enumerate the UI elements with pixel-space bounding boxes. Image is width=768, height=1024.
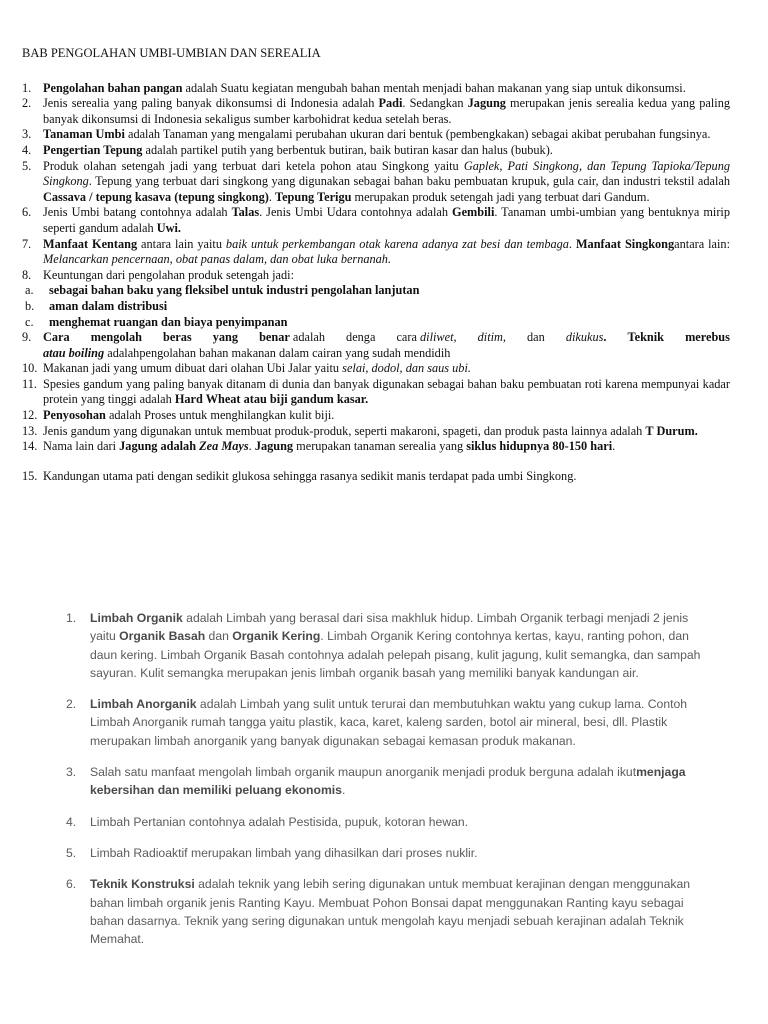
item-text: Jenis serealia yang paling banyak dikonsumsi di Indonesia adalah Padi. Sedangkan Jagung merupakan jenis serealia kedua yang paling banyak dikonsumsi di Indonesia sekaligus sumber karbohidrat kedua setelah beras. <box>43 96 731 126</box>
sublist-item <box>22 283 730 299</box>
item-text: Limbah Anorganik adalah Limbah yang sulit untuk terurai dan membutuhkan waktu yang cukup lama. Contoh Limbah Anorganik rumah tangga yaitu plastik, kaca, karet, kaleng sarden, botol air mineral, besi, dll. Plastik merupakan limbah anorganik yang banyak digunakan sebagai kemasan produk makanan. <box>90 697 688 748</box>
item-number: 5. <box>22 158 32 173</box>
numbered-list-b <box>22 361 730 455</box>
item-text: Pengertian Tepung adalah partikel putih yang berbentuk butiran, baik butiran kasar dan halus (bubuk). <box>43 142 553 157</box>
item9-line1: Cara mengolah beras yang benar adalah denga cara diliwet, ditim, dan dikukus. Teknik merebus <box>43 330 730 345</box>
list-item <box>22 377 730 408</box>
list-item <box>22 143 730 159</box>
list-item <box>22 237 730 268</box>
item-text: Limbah Pertanian contohnya adalah Pestisida, pupuk, kotoran hewan. <box>90 814 469 829</box>
list-item <box>22 268 730 284</box>
item-number: 1. <box>22 80 32 95</box>
numbered-list-a <box>22 81 730 284</box>
item-text: Tanaman Umbi adalah Tanaman yang mengalami perubahan ukuran dari bentuk (pembengkakan) sebagai akibat perubahan fungsinya. <box>43 127 711 142</box>
item-text: menghemat ruangan dan biaya penyimpanan <box>49 314 288 329</box>
item-text: Jenis gandum yang digunakan untuk membuat produk-produk, seperti makaroni, spageti, dan produk pasta lainnya adalah T Durum. <box>43 423 698 438</box>
item-number: 12. <box>22 408 38 423</box>
waste-item <box>66 813 716 831</box>
item-text: aman dalam distribusi <box>49 298 168 313</box>
item-number: 6. <box>66 877 77 892</box>
list-item <box>22 159 730 206</box>
list-item <box>22 96 730 127</box>
list-item <box>22 439 730 455</box>
item-number: a. <box>25 283 34 298</box>
item-number: 2. <box>22 96 32 111</box>
item-number: c. <box>25 314 34 329</box>
item-text: Salah satu manfaat mengolah limbah organik maupun anorganik menjadi produk berguna adalah ikutmenjaga kebersihan dan memiliki peluang ekonomis. <box>90 765 686 798</box>
item-number: 11. <box>22 376 37 391</box>
serif-section <box>22 46 730 484</box>
list-item <box>22 408 730 424</box>
item-number: 4. <box>22 142 32 157</box>
item-number: 2. <box>66 697 77 712</box>
list-item <box>22 205 730 236</box>
item-text: Teknik Konstruksi adalah teknik yang lebih sering digunakan untuk membuat kerajinan dengan menggunakan bahan limbah organik jenis Ranting Kayu. Membuat Pohon Bonsai dapat menggunakan Ranting kayu sebagai bahan dasarnya. Teknik yang sering digunakan untuk mengolah kayu menjadi sebuah kerajinan adalah Teknik Memahat. <box>90 877 691 947</box>
item-number: b. <box>25 298 35 313</box>
item-text: Jenis Umbi batang contohnya adalah Talas. Jenis Umbi Udara contohnya adalah Gembili. Tanaman umbi-umbian yang bentuknya mirip seperti gandum adalah Uwi. <box>43 205 730 235</box>
item-number: 8. <box>22 267 32 282</box>
item-number: 5. <box>66 845 77 860</box>
waste-list <box>66 609 716 961</box>
list-item <box>22 81 730 97</box>
item-number: 6. <box>22 205 32 220</box>
waste-item <box>66 844 716 862</box>
item-text: Limbah Organik adalah Limbah yang berasal dari sisa makhluk hidup. Limbah Organik terbagi menjadi 2 jenis yaitu Organik Basah dan Organik Kering. Limbah Organik Kering contohnya kertas, kayu, ranting pohon, dan daun kering. Limbah Organik Basah contohnya adalah pelepah pisang, kulit jagung, kulit semangka, dan sampah sayuran. Kulit semangka merupakan jenis limbah organik basah yang memiliki banyak kandungan air. <box>90 611 701 680</box>
item-number: 9. <box>22 330 32 345</box>
list-item <box>22 127 730 143</box>
item9-line2: atau boiling adalahpengolahan bahan makanan dalam cairan yang sudah mendidih <box>43 345 451 360</box>
page-title: BAB PENGOLAHAN UMBI-UMBIAN DAN SEREALIA <box>22 46 321 60</box>
item-text: Makanan jadi yang umum dibuat dari olahan Ubi Jalar yaitu selai, dodol, dan saus ubi. <box>43 361 471 376</box>
list-item <box>22 361 730 377</box>
item-number: 1. <box>66 611 77 625</box>
item-text: Spesies gandum yang paling banyak ditanam di dunia dan banyak digunakan sebagai bahan baku pembuatan roti karena mempunyai kadar protein yang tinggi adalah Hard Wheat atau biji gandum kasar. <box>43 376 730 407</box>
item-text: Pengolahan bahan pangan adalah Suatu kegiatan mengubah bahan mentah menjadi bahan makanan yang siap untuk dikonsumsi. <box>43 80 686 95</box>
item-text: Limbah Radioaktif merupakan limbah yang dihasilkan dari proses nuklir. <box>90 845 478 860</box>
sublist-abc <box>22 283 730 330</box>
item-text: Keuntungan dari pengolahan produk setengah jadi: <box>43 267 294 282</box>
waste-item <box>66 875 716 948</box>
item-number: 13. <box>22 423 38 438</box>
list-item-15: 15. Kandungan utama pati dengan sedikit glukosa sehingga rasanya sedikit manis terdapat pada umbi Singkong. <box>22 468 577 483</box>
item-text: sebagai bahan baku yang fleksibel untuk industri pengolahan lanjutan <box>49 283 420 298</box>
item-number: 14. <box>22 439 38 454</box>
item-number: 3. <box>22 127 32 142</box>
item-number: 3. <box>66 765 77 780</box>
waste-item <box>66 695 716 750</box>
item-text: Penyosohan adalah Proses untuk menghilangkan kulit biji. <box>43 408 335 423</box>
item-text: Nama lain dari Jagung adalah Zea Mays. Jagung merupakan tanaman serealia yang siklus hidupnya 80-150 hari. <box>43 439 616 454</box>
item-text: Manfaat Kentang antara lain yaitu baik untuk perkembangan otak karena adanya zat besi dan tembaga. Manfaat Singkongantara lain: Melancarkan pencernaan, obat panas dalam, dan obat luka bernanah. <box>43 236 730 267</box>
item-number: 4. <box>66 814 77 829</box>
waste-item <box>66 609 716 682</box>
item-number: 10. <box>22 361 38 376</box>
list-item <box>22 424 730 440</box>
sublist-item <box>22 315 730 331</box>
list-item-9 <box>22 330 730 361</box>
sublist-item <box>22 299 730 315</box>
item-number: 7. <box>22 236 32 251</box>
item-text: Produk olahan setengah jadi yang terbuat dari ketela pohon atau Singkong yaitu Gaplek, Pati Singkong, dan Tepung Tapioka/Tepung Singkong. Tepung yang terbuat dari singkong yang digunakan sebagai bahan baku pembuatan krupuk, gula cair, dan industri tekstil adalah Cassava / tepung kasava (tepung singkong). Tepung Terigu merupakan produk setengah jadi yang terbuat dari Gandum. <box>43 158 730 204</box>
waste-item <box>66 763 716 800</box>
